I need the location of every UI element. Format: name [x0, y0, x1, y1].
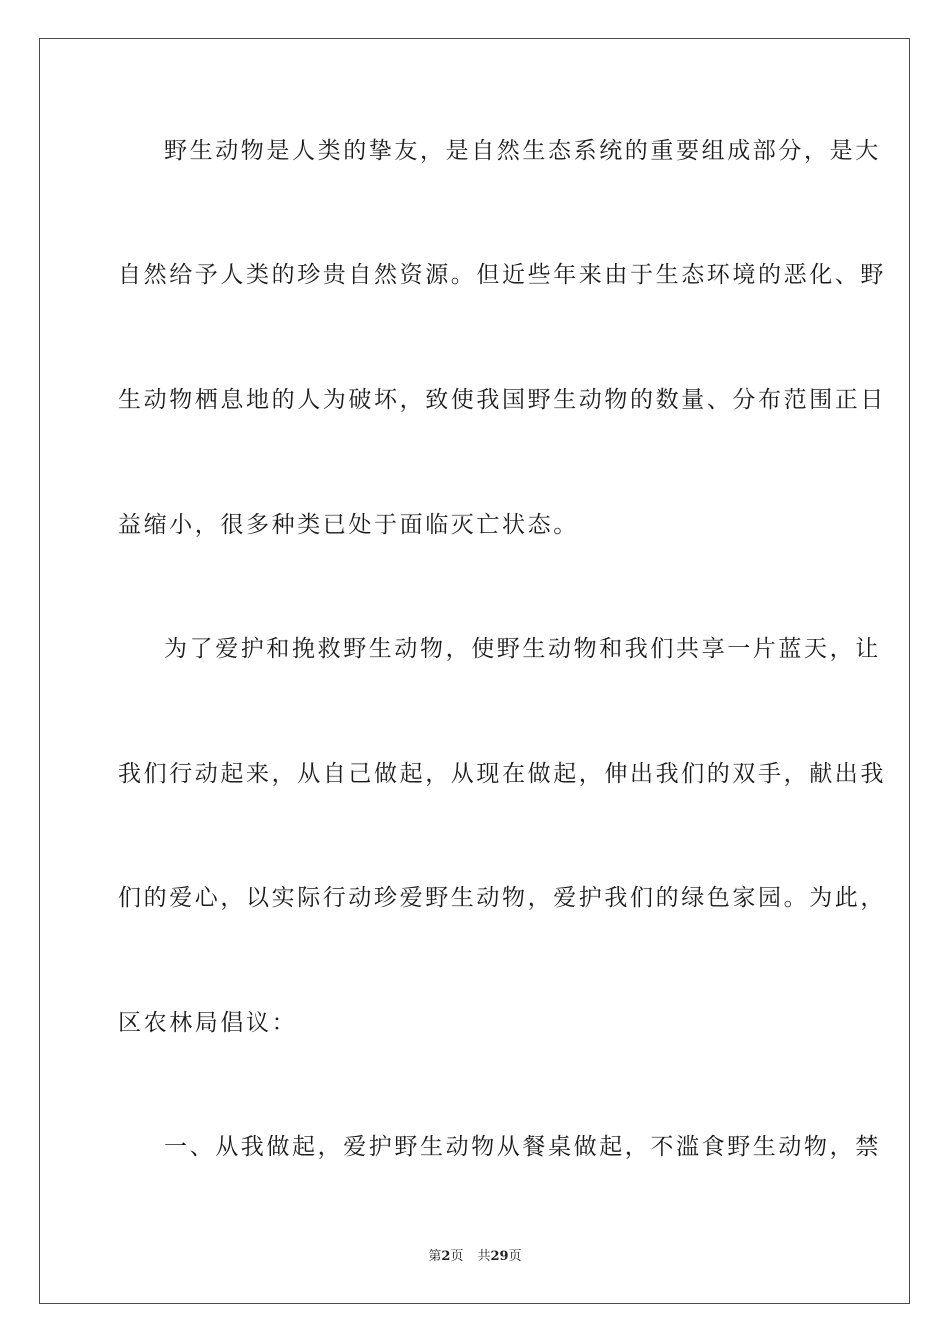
page-number: 2 [441, 1249, 451, 1264]
paragraph-1-line-3: 生动物栖息地的人为破坏，致使我国野生动物的数量、分布范围正日 [118, 387, 886, 413]
page-suffix: 页 [450, 1249, 464, 1264]
paragraph-3-line-1: 一、从我做起，爱护野生动物从餐桌做起，不滥食野生动物，禁 [164, 1134, 881, 1160]
paragraph-2-line-2: 我们行动起来，从自己做起，从现在做起，伸出我们的双手，献出我 [118, 761, 886, 787]
paragraph-1-line-4: 益缩小，很多种类已处于面临灭亡状态。 [118, 512, 579, 538]
page-footer [0, 1247, 950, 1267]
paragraph-2-line-4: 区农林局倡议： [118, 1010, 298, 1036]
page-frame [39, 38, 910, 1304]
total-prefix: 共 [477, 1249, 491, 1264]
page-prefix: 第 [428, 1249, 442, 1264]
paragraph-2-line-3: 们的爱心，以实际行动珍爱野生动物，爱护我们的绿色家园。为此， [118, 885, 886, 911]
total-suffix: 页 [508, 1249, 522, 1264]
paragraph-1-line-1: 野生动物是人类的挚友，是自然生态系统的重要组成部分，是大 [164, 138, 881, 164]
paragraph-1-line-2: 自然给予人类的珍贵自然资源。但近些年来由于生态环境的恶化、野 [118, 262, 886, 288]
paragraph-2-line-1: 为了爱护和挽救野生动物，使野生动物和我们共享一片蓝天，让 [164, 636, 881, 662]
total-pages: 29 [490, 1249, 509, 1264]
